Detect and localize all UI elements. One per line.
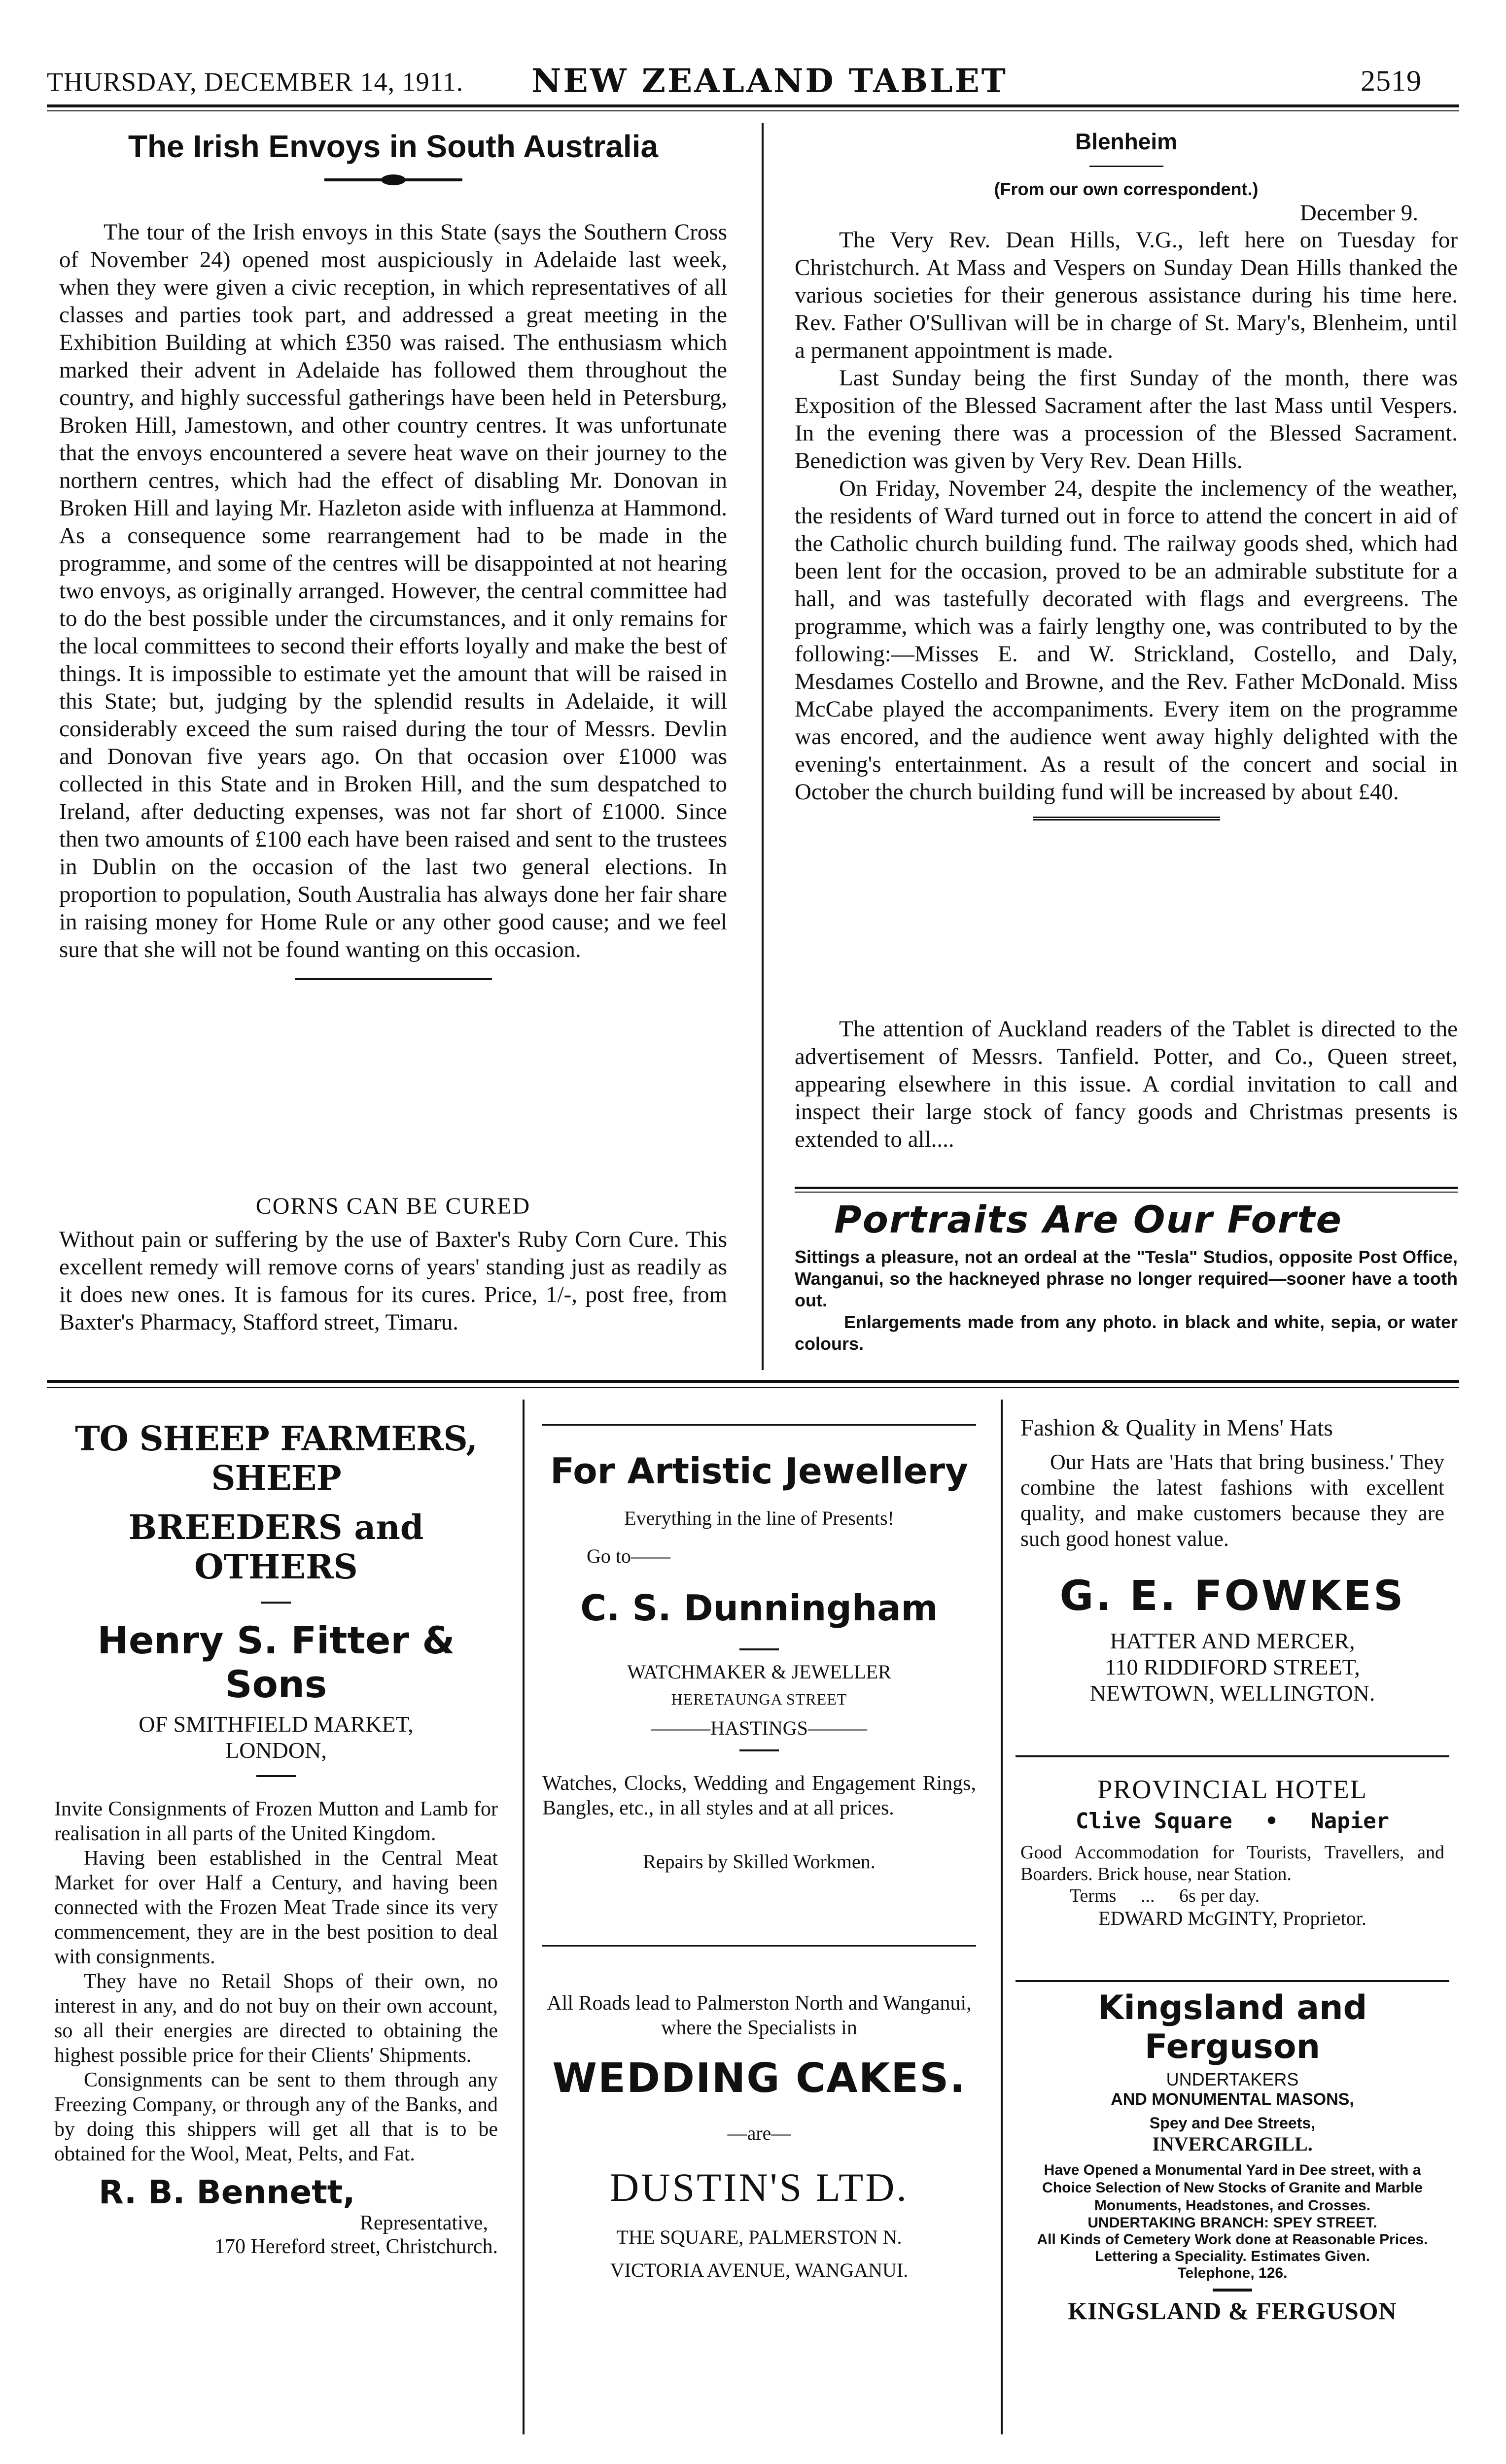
article-body: The tour of the Irish envoys in this State (says the Southern Cross of November 24) opened most auspiciously in Adelaide last week, when they were given a civic reception, in which representatives of all classes and parties took part, and addressed a great meeting in the Exhibition Building at which £350 was raised. The enthusiasm which marked their advent in Adelaide has followed them throughout the country, and highly successful gatherings have been held in Petersburg, Broken Hill, Jamestown, and other country centres. It was unfortunate that the envoys encountered a severe heat wave on their journey to the northern centres, which had the effect of disabling Mr. Donovan in Broken Hill and laying Mr. Hazleton aside with influenza at Hammond. As a consequence some rearrangement had to be made in the programme, and some of the centres will be disappointed at not hearing two envoys, as originally arranged. However, the central committee had to do the best possible under the circumstances, and it only remains for the local committees to second their efforts loyally and make the best of things. It is impossible to estimate yet the amount that will be raised in this State; but, judging by the splendid results in Adelaide, it will considerably exceed the sum raised during the tour of Messrs. Devlin and Donovan five years ago. On that occasion over £1000 was collected in this State and in Broken Hill, and the sum despatched to Ireland, after deducting expenses, was not far short of £1000. Since then two amounts of £100 each have been raised and sent to the trustees in Dublin on the occasion of the last two general elections. In proportion to population, South Australia has always done her fair share in raising money for Home Rule or any other good cause; and we feel sure that she will not be found wanting on this occasion. xyxy=(59,219,727,962)
blenheim-date: December 9. xyxy=(1299,200,1418,226)
fowkes-rule xyxy=(1016,1755,1449,1757)
jewellery-town-line: ———HASTINGS——— xyxy=(651,1717,867,1739)
dustin-ad xyxy=(542,1991,976,2282)
fowkes-addr2: NEWTOWN, WELLINGTON. xyxy=(1089,1680,1375,1706)
fowkes-name: G. E. FOWKES xyxy=(1059,1572,1405,1620)
sheep-firm: Henry S. Fitter & Sons xyxy=(97,1618,455,1706)
article-end-rule xyxy=(295,978,492,980)
ad-divider-2 xyxy=(1001,1400,1003,2434)
blenheim-p2: Last Sunday being the first Sunday of the month, there was Exposition of the Blessed Sacrament after the last Mass until Vespers. In the evening there was a procession of the Blessed Sacrament. Benediction was given by Very Rev. Dean Hills. xyxy=(795,365,1458,474)
hotel-owner: EDWARD McGINTY, Proprietor. xyxy=(1098,1907,1366,1929)
sheep-ad xyxy=(54,1419,498,2259)
jewellery-street: HERETAUNGA STREET xyxy=(671,1690,847,1708)
hotel-body: Good Accommodation for Tourists, Travellers, and Boarders. Brick house, near Station. xyxy=(1020,1842,1444,1884)
header-rule-thin xyxy=(47,110,1459,111)
sheep-rep-name: R. B. Bennett, xyxy=(99,2173,355,2211)
kingsland-ad xyxy=(1020,1988,1444,2325)
tesla-ad xyxy=(795,1198,1458,1355)
sheep-p3: They have no Retail Shops of their own, no interest in any, and do not buy on their own account, so all their energies are directed to obtaining the highest possible price for their Clients' Shipments. xyxy=(54,1970,498,2067)
fowkes-ad xyxy=(1020,1414,1444,1706)
kingsland-title: Kingsland and Ferguson xyxy=(1097,1988,1367,2066)
blenheim-rule xyxy=(1089,166,1163,167)
sheep-headline-1: TO SHEEP FARMERS, SHEEP xyxy=(75,1419,477,1498)
tesla-title: Portraits Are Our Forte xyxy=(834,1198,1343,1241)
jewellery-rule-2 xyxy=(739,1749,779,1751)
dustin-name: DUSTIN'S LTD. xyxy=(610,2165,909,2210)
issue-date: THURSDAY, DECEMBER 14, 1911. xyxy=(47,67,464,97)
hotel-place-1: Clive Square xyxy=(1075,1809,1232,1834)
masthead: NEW ZEALAND TABLET xyxy=(531,62,1008,100)
hotel-rule xyxy=(1016,1980,1449,1982)
kingsland-sub2: AND MONUMENTAL MASONS, xyxy=(1111,2090,1354,2109)
dustin-addr2: VICTORIA AVENUE, WANGANUI. xyxy=(610,2259,909,2281)
hotel-ad xyxy=(1020,1774,1444,1930)
tesla-rule-top xyxy=(795,1187,1458,1189)
auckland-notice xyxy=(795,1015,1458,1153)
jewellery-trade: WATCHMAKER & JEWELLER xyxy=(627,1661,891,1683)
sheep-rule xyxy=(256,1775,296,1777)
jewellery-rule xyxy=(739,1648,779,1650)
sheep-city: LONDON, xyxy=(225,1738,327,1763)
page-number: 2519 xyxy=(1361,65,1422,97)
jewellery-repairs: Repairs by Skilled Workmen. xyxy=(643,1850,876,1873)
sheep-headline-2: BREEDERS and OTHERS xyxy=(128,1508,424,1587)
kingsland-body: Have Opened a Monumental Yard in Dee street, with a Choice Selection of New Stocks of Granite and Marble Monuments, Headstones, and Crosses. xyxy=(1042,2162,1423,2214)
irish-envoys-article xyxy=(59,128,727,980)
section-divider-2 xyxy=(47,1387,1459,1388)
hotel-place-2: Napier xyxy=(1311,1809,1390,1834)
hotel-places xyxy=(1020,1809,1444,1834)
fowkes-body: Our Hats are 'Hats that bring business.' They combine the latest fashions with excellent quality, and make customers because they are such good honest value. xyxy=(1020,1450,1444,1551)
dustin-cakes: WEDDING CAKES. xyxy=(552,2055,966,2102)
jewellery-line: Everything in the line of Presents! xyxy=(624,1507,894,1529)
kingsland-footer: KINGSLAND & FERGUSON xyxy=(1068,2297,1397,2325)
sheep-market: OF SMITHFIELD MARKET, xyxy=(139,1711,414,1737)
fowkes-trade: HATTER AND MERCER, xyxy=(1110,1628,1355,1653)
title-ornament xyxy=(324,178,462,181)
hotel-title: PROVINCIAL HOTEL xyxy=(1097,1775,1367,1804)
jewellery-title: For Artistic Jewellery xyxy=(550,1450,968,1492)
sheep-p1: Invite Consignments of Frozen Mutton and Lamb for realisation in all parts of the United Kingdom. xyxy=(54,1798,498,1845)
blenheim-byline: (From our own correspondent.) xyxy=(994,179,1259,199)
tesla-rule-top-2 xyxy=(795,1192,1458,1193)
hotel-terms xyxy=(1020,1885,1444,1907)
corns-title: CORNS CAN BE CURED xyxy=(255,1193,531,1219)
header-rule xyxy=(47,104,1459,107)
kingsland-sub1: UNDERTAKERS xyxy=(1166,2069,1299,2089)
dustin-are: —are— xyxy=(727,2122,791,2144)
corns-body: Without pain or suffering by the use of Baxter's Ruby Corn Cure. This excellent remedy will remove corns of years' standing just as readily as it does new ones. It is famous for its cures. Price, 1/-, post free, from Baxter's Pharmacy, Stafford street, Timaru. xyxy=(59,1227,727,1335)
sheep-rep-title: Representative, xyxy=(359,2212,488,2234)
sheep-p4: Consignments can be sent to them through any Freezing Company, or through any of the Banks, and by doing this shippers will get all that is to be obtained for the Wool, Meat, Pelts, and Fat. xyxy=(54,2069,498,2165)
fowkes-addr1: 110 RIDDIFORD STREET, xyxy=(1105,1654,1360,1679)
blenheim-p3: On Friday, November 24, despite the inclemency of the weather, the residents of Ward turned out in force to attend the concert in aid of the Catholic church building fund. The railway goods shed, which had been lent for the occasion, proved to be an admirable substitute for a hall, and was tastefully decorated with flags and evergreens. The programme, which was a fairly lengthy one, was contributed to by the following:—Misses E. and W. Strickland, Costello, and Daly, Mesdames Costello and Browne, and the Rev. Father McDonald. Miss McCabe played the accompaniments. Every item on the programme was encored, and the audience went away highly delighted with the evening's entertainment. As a result of the concert and social in October the church building fund will be increased by about £40. xyxy=(795,476,1458,805)
blenheim-title: Blenheim xyxy=(1075,129,1178,154)
hotel-terms-label: Terms xyxy=(1070,1885,1117,1906)
sheep-p2: Having been established in the Central Meat Market for over Half a Century, and having been connected with the Frozen Meat Trade since its very commencement, they are in the best position to deal with consignments. xyxy=(54,1847,498,1968)
auckland-body: The attention of Auckland readers of the Tablet is directed to the advertisement of Messrs. Tanfield. Potter, and Co., Queen street, appearing elsewhere in this issue. A cordial invitation to call and inspect their large stock of fancy goods and Christmas presents is extended to all.... xyxy=(795,1016,1458,1152)
jewellery-goods: Watches, Clocks, Wedding and Engagement Rings, Bangles, etc., in all styles and at all prices. xyxy=(542,1772,976,1819)
fowkes-title: Fashion & Quality in Mens' Hats xyxy=(1020,1415,1333,1441)
hotel-terms-value: 6s per day. xyxy=(1179,1885,1260,1906)
blenheim-p1: The Very Rev. Dean Hills, V.G., left here on Tuesday for Christchurch. At Mass and Vespers on Sunday Dean Hills thanked the various societies for their generous assistance during his time here. Rev. Father O'Sullivan will be in charge of St. Mary's, Blenheim, until a permanent appointment is made. xyxy=(795,227,1458,363)
kingsland-rule xyxy=(1213,2289,1252,2292)
tesla-body2: Enlargements made from any photo. in black and white, sepia, or water colours. xyxy=(795,1312,1458,1354)
kingsland-phone: Telephone, 126. xyxy=(1177,2265,1288,2281)
corns-ad xyxy=(59,1193,727,1336)
jewellery-goto: Go to—— xyxy=(587,1545,670,1567)
section-divider xyxy=(47,1380,1459,1383)
blenheim-end-rule xyxy=(1033,817,1220,821)
kingsland-lettering: Lettering a Speciality. Estimates Given. xyxy=(1095,2248,1370,2264)
sheep-dash xyxy=(261,1602,291,1604)
kingsland-streets: Spey and Dee Streets, xyxy=(1149,2114,1316,2132)
blenheim-article xyxy=(795,128,1458,821)
dustin-addr1: THE SQUARE, PALMERSTON N. xyxy=(616,2226,902,2248)
dustin-intro: All Roads lead to Palmerston North and Wanganui, where the Specialists in xyxy=(547,1992,972,2039)
column-divider-top xyxy=(762,123,764,1370)
ad-divider-1 xyxy=(523,1400,525,2434)
tesla-body: Sittings a pleasure, not an ordeal at the "Tesla" Studios, opposite Post Office, Wanganui, so the hackneyed phrase no longer required—sooner have a tooth out. xyxy=(795,1247,1458,1310)
jewellery-ad xyxy=(542,1424,976,1947)
kingsland-branch: UNDERTAKING BRANCH: SPEY STREET. xyxy=(1087,2215,1377,2231)
article-title: The Irish Envoys in South Australia xyxy=(128,129,659,164)
hotel-terms-dots: ... xyxy=(1140,1885,1155,1906)
hotel-dot: • xyxy=(1265,1809,1278,1834)
jewellery-name: C. S. Dunningham xyxy=(580,1587,938,1629)
jewellery-town: HASTINGS xyxy=(710,1717,808,1739)
kingsland-city: INVERCARGILL. xyxy=(1152,2133,1313,2155)
sheep-address: 170 Hereford street, Christchurch. xyxy=(214,2235,498,2258)
kingsland-cemetery: All Kinds of Cemetery Work done at Reasonable Prices. xyxy=(1037,2231,1428,2248)
